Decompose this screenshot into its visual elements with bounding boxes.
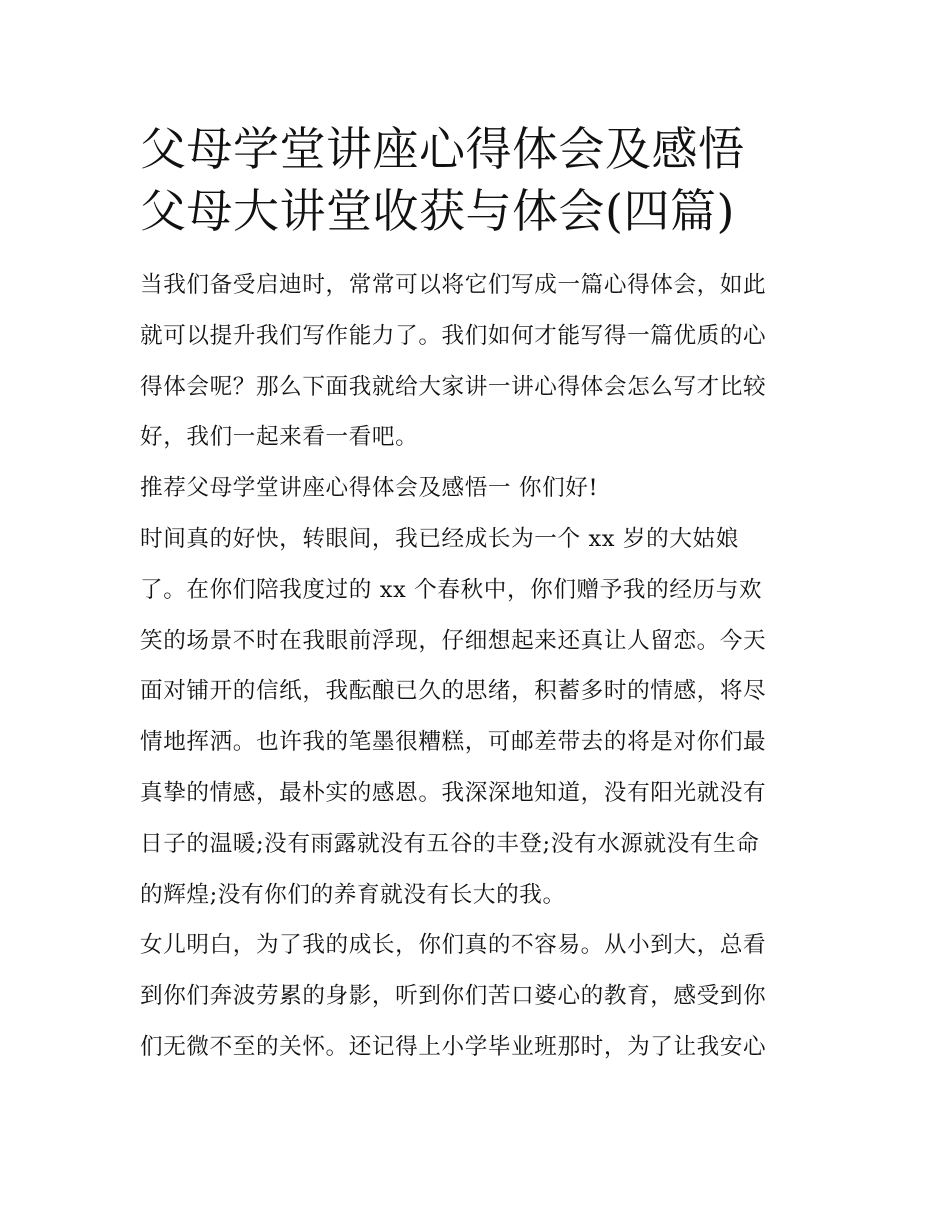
body-line: 面对铺开的信纸，我酝酿已久的思绪，积蓄多时的情感，将尽: [140, 678, 767, 705]
body-line: 到你们奔波劳累的身影，听到你们苦口婆心的教育，感受到你: [140, 983, 767, 1010]
document-body: [140, 260, 820, 1073]
body-line: 情地挥洒。也许我的笔墨很糟糕，可邮差带去的将是对你们最: [140, 729, 767, 756]
body-line: 就可以提升我们写作能力了。我们如何才能写得一篇优质的心: [140, 322, 767, 349]
title-line: 父母学堂讲座心得体会及感悟: [140, 122, 745, 176]
document-content: [140, 118, 820, 1073]
body-line: 真挚的情感，最朴实的感恩。我深深地知道，没有阳光就没有: [140, 779, 767, 806]
body-line: 们无微不至的关怀。还记得上小学毕业班那时，为了让我安心: [140, 1033, 767, 1060]
document-title: [140, 118, 820, 242]
body-line: 的辉煌;没有你们的养育就没有长大的我。: [140, 881, 566, 908]
body-line: 好，我们一起来看一看吧。: [140, 424, 419, 451]
body-line: 当我们备受启迪时，常常可以将它们写成一篇心得体会，如此: [140, 272, 767, 298]
title-line: 父母大讲堂收获与体会(四篇): [140, 184, 735, 238]
body-line: 得体会呢？那么下面我就给大家讲一讲心得体会怎么写才比较: [140, 373, 767, 400]
body-line: 时间真的好快，转眼间，我已经成长为一个 xx 岁的大姑娘: [140, 525, 739, 552]
body-line: 推荐父母学堂讲座心得体会及感悟一 你们好!: [140, 475, 599, 502]
body-line: 笑的场景不时在我眼前浮现，仔细想起来还真让人留恋。今天: [140, 627, 767, 654]
body-line: 日子的温暖;没有雨露就没有五谷的丰登;没有水源就没有生命: [140, 830, 760, 857]
body-line: 女儿明白，为了我的成长，你们真的不容易。从小到大，总看: [140, 932, 767, 959]
body-line: 了。在你们陪我度过的 xx 个春秋中，你们赠予我的经历与欢: [140, 576, 763, 603]
